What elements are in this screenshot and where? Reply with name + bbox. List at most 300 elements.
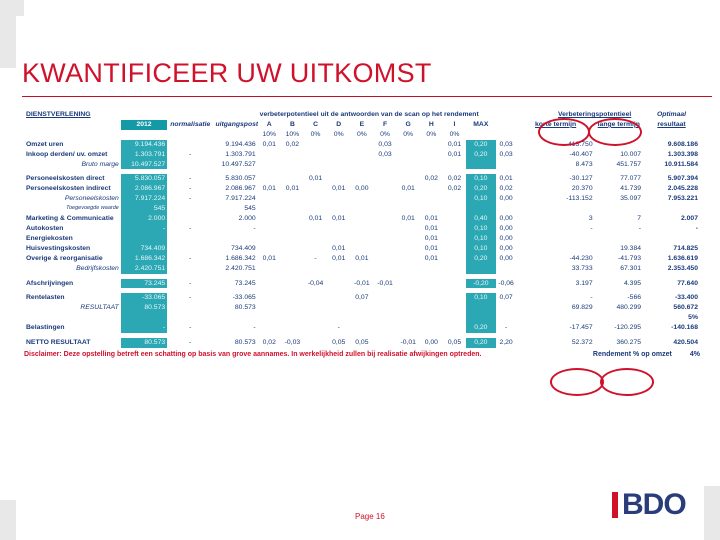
score-cell [420, 140, 443, 150]
score-cell [350, 160, 373, 170]
score-cell [397, 140, 420, 150]
value-long-term: 480.299 [616, 304, 642, 312]
score-cell [304, 160, 327, 170]
score-cell [304, 204, 327, 214]
score-cell: 0,01 [424, 224, 438, 232]
score-cell [420, 323, 443, 333]
value-max: 0,10 [466, 293, 495, 303]
value-factor: 0,00 [499, 215, 513, 223]
score-cell [304, 194, 327, 204]
score-cell: -0,01 [354, 279, 370, 287]
score-cell [258, 244, 281, 254]
letter-h: H [428, 120, 434, 128]
score-cell [258, 323, 281, 333]
score-cell [304, 323, 327, 333]
value-normalisation: - [189, 224, 192, 232]
value-factor [496, 160, 517, 170]
score-cell [443, 254, 466, 264]
value-optimal: 77.640 [677, 279, 698, 287]
score-cell: 0,01 [332, 215, 346, 223]
letter-e: E [359, 120, 365, 128]
score-cell [304, 264, 327, 274]
value-base: 734.409 [231, 244, 256, 252]
value-long-term: -41.793 [617, 254, 642, 262]
score-cell: 0,05 [332, 339, 346, 347]
letter-a: A [266, 120, 272, 128]
score-cell [304, 184, 327, 194]
value-max [466, 313, 495, 323]
score-cell [304, 234, 327, 244]
score-cell [304, 338, 327, 348]
value-base: 5.830.057 [225, 175, 256, 183]
empty-cell [517, 214, 547, 224]
pct-g: 0% [403, 130, 414, 138]
value-optimal: -140.168 [671, 324, 698, 332]
value-optimal: 714.825 [673, 244, 698, 252]
value-optimal: - [695, 224, 698, 232]
score-cell [258, 160, 281, 170]
value-base: 2.420.751 [225, 264, 256, 272]
score-cell [443, 323, 466, 333]
score-cell: 0,01 [447, 150, 462, 158]
score-cell [350, 323, 373, 333]
score-cell [420, 303, 443, 313]
letter-f: F [382, 120, 388, 128]
score-cell [281, 234, 304, 244]
value-base: 7.917.224 [225, 195, 256, 203]
value-max: 0,20 [466, 140, 495, 150]
value-optimal: 5% [688, 314, 698, 322]
highlight-circle-short-term [538, 118, 590, 146]
value-2012: -33.065 [121, 293, 167, 303]
score-cell [443, 293, 466, 303]
value-long-term: 77.077 [620, 175, 642, 183]
letter-b: B [289, 120, 295, 128]
value-normalisation: - [189, 339, 192, 347]
value-optimal [643, 204, 700, 214]
value-short-term: 3 [588, 215, 593, 223]
score-cell: 0,01 [424, 244, 438, 252]
result-header: resultaat [657, 120, 686, 128]
score-cell [443, 214, 466, 224]
empty-cell [517, 244, 547, 254]
value-optimal: 9.608.186 [667, 140, 698, 148]
value-factor: 0,00 [499, 195, 513, 203]
score-cell [373, 254, 396, 264]
score-cell [281, 214, 304, 224]
score-cell [373, 194, 396, 204]
value-optimal: 1.636.619 [667, 254, 698, 262]
value-optimal: 560.672 [673, 304, 698, 312]
value-short-term: 8.473 [575, 160, 593, 168]
value-factor [496, 204, 517, 214]
row-label: Toegevoegde waarde [66, 205, 119, 212]
score-cell [327, 313, 350, 323]
score-cell [281, 224, 304, 234]
score-cell [281, 244, 304, 254]
score-cell [327, 194, 350, 204]
value-short-term: 52.372 [571, 339, 593, 347]
letter-c: C [313, 120, 319, 128]
corner-decoration-bottom-right [704, 486, 720, 540]
score-cell [258, 303, 281, 313]
value-long-term: 67.301 [620, 264, 642, 272]
table-row [24, 323, 700, 333]
score-cell: - [337, 324, 340, 332]
value-long-term: - [638, 224, 642, 232]
value-normalisation [167, 264, 213, 274]
score-cell [350, 140, 373, 150]
value-optimal: 7.953.221 [667, 195, 698, 203]
score-cell [443, 194, 466, 204]
score-cell [304, 224, 327, 234]
score-cell [327, 160, 350, 170]
score-cell [258, 293, 281, 303]
value-2012: 5.830.057 [121, 174, 167, 184]
score-cell [373, 214, 396, 224]
table-row [24, 204, 700, 214]
score-cell [350, 174, 373, 184]
table-row [24, 244, 700, 254]
value-short-term: 413.750 [568, 140, 593, 148]
value-max [466, 303, 495, 313]
score-cell: 0,02 [285, 140, 300, 148]
value-2012: 9.194.436 [121, 140, 167, 150]
score-cell [397, 293, 420, 303]
score-cell [397, 234, 420, 244]
slide-title: KWANTIFICEER UW UITKOMST [22, 58, 432, 88]
title-underline [22, 96, 712, 97]
letter-i: I [453, 120, 456, 128]
highlight-circle-long-term [588, 118, 642, 146]
disclaimer-row [24, 351, 700, 358]
value-base: 1.303.791 [225, 150, 256, 158]
score-cell [397, 150, 420, 160]
value-optimal: 10.911.584 [664, 160, 698, 168]
table-row [24, 264, 700, 274]
value-long-term: -120.295 [614, 324, 642, 332]
score-cell [397, 279, 420, 289]
score-cell: 0,01 [447, 140, 462, 148]
value-short-term [546, 234, 594, 244]
empty-cell [517, 264, 547, 274]
score-cell [420, 194, 443, 204]
value-long-term: 10.007 [620, 150, 642, 158]
score-cell [327, 140, 350, 150]
empty-cell [517, 224, 547, 234]
pct-i: 0% [449, 130, 460, 138]
value-optimal [643, 234, 700, 244]
score-cell [373, 338, 396, 348]
value-short-term: -44.230 [569, 254, 593, 262]
score-cell [420, 150, 443, 160]
value-base: 10.497.527 [221, 160, 256, 168]
value-factor: 0,00 [499, 224, 513, 232]
row-label: Overige & reorganisatie [26, 254, 103, 262]
value-short-term: 3.197 [575, 279, 593, 287]
score-cell [304, 313, 327, 323]
value-base: 80.573 [234, 339, 256, 347]
score-cell [373, 323, 396, 333]
score-cell [281, 323, 304, 333]
value-factor [496, 264, 517, 274]
value-factor: 0,01 [499, 175, 513, 183]
pct-h: 0% [426, 130, 437, 138]
value-short-term: 33.733 [571, 264, 593, 272]
section-label: DIENSTVERLENING [26, 111, 91, 118]
empty-cell [517, 140, 547, 150]
score-cell [258, 264, 281, 274]
score-cell [443, 234, 466, 244]
empty-cell [517, 174, 547, 184]
value-max: 0,20 [466, 338, 495, 348]
score-cell [420, 204, 443, 214]
score-cell [397, 224, 420, 234]
row-label: Bruto marge [81, 160, 119, 168]
value-max [466, 204, 495, 214]
value-normalisation [167, 214, 213, 224]
value-normalisation [167, 140, 213, 150]
rendement-value: 4% [689, 350, 700, 358]
score-cell [281, 254, 304, 264]
score-cell: 0,01 [285, 185, 300, 193]
score-cell [281, 264, 304, 274]
score-cell [373, 244, 396, 254]
value-2012 [121, 313, 167, 323]
pct-c: 0% [310, 130, 321, 138]
value-max: 0,40 [466, 214, 495, 224]
score-cell [350, 194, 373, 204]
score-cell [373, 313, 396, 323]
score-cell: 0,01 [424, 234, 438, 242]
value-2012: 80.573 [121, 338, 167, 348]
row-label: Belastingen [26, 324, 65, 332]
value-2012: 1.686.342 [121, 254, 167, 264]
value-normalisation [167, 303, 213, 313]
score-cell [281, 303, 304, 313]
normalisation-header: normalisatie [170, 120, 211, 128]
score-cell [373, 293, 396, 303]
value-optimal: 1.303.398 [667, 150, 698, 158]
row-label: Energiekosten [26, 234, 73, 242]
table-row [24, 160, 700, 170]
score-cell: 0,01 [308, 175, 323, 183]
short-term-header: korte termijn [535, 120, 577, 128]
value-normalisation: - [189, 185, 192, 193]
value-max: 0,20 [466, 323, 495, 333]
value-long-term: -566 [627, 294, 642, 302]
value-short-term [546, 313, 594, 323]
value-short-term [546, 204, 594, 214]
row-label: Marketing & Communicatie [26, 215, 114, 223]
score-cell [327, 234, 350, 244]
potential-header: Verbeteringspotentieel [557, 111, 632, 118]
score-cell [350, 234, 373, 244]
score-cell [443, 313, 466, 323]
value-base: 2.086.967 [225, 185, 256, 193]
value-2012: 10.497.527 [121, 160, 167, 170]
score-cell: 0,01 [332, 254, 346, 262]
value-long-term: 451.757 [616, 160, 642, 168]
corner-decoration-bottom-left [0, 500, 16, 540]
value-2012: 2.086.967 [121, 184, 167, 194]
value-normalisation [167, 234, 213, 244]
value-base: 545 [244, 205, 256, 213]
results-table [24, 110, 700, 348]
score-cell [350, 303, 373, 313]
value-normalisation: - [189, 324, 192, 332]
value-optimal: 5.907.394 [667, 175, 698, 183]
value-long-term [595, 313, 643, 323]
score-cell: 0,01 [332, 185, 346, 193]
value-base: 2.000 [238, 215, 256, 223]
score-cell [397, 313, 420, 323]
value-short-term: -113.152 [566, 195, 593, 203]
empty-cell [517, 184, 547, 194]
score-cell [420, 184, 443, 194]
table-row [24, 174, 700, 184]
value-optimal: 2.007 [680, 215, 698, 223]
highlight-circle-long-result [600, 368, 654, 396]
value-long-term: 7 [637, 215, 642, 223]
value-long-term: 4.395 [624, 279, 642, 287]
value-max: 0,10 [466, 224, 495, 234]
disclaimer-text: Disclaimer: Deze opstelling betreft een schatting op basis van grove aannames. In werkelijkheid zullen bij realisatie afwijkingen optreden. [24, 350, 482, 358]
score-cell [373, 264, 396, 274]
score-cell: - [314, 254, 317, 262]
score-cell [304, 150, 327, 160]
value-base: 9.194.436 [225, 140, 256, 148]
empty-cell [517, 234, 547, 244]
score-cell [373, 303, 396, 313]
value-max: 0,10 [466, 174, 495, 184]
score-cell [258, 279, 281, 289]
score-cell [420, 293, 443, 303]
value-base: 80.573 [234, 304, 256, 312]
score-cell [397, 204, 420, 214]
table-row [24, 184, 700, 194]
score-cell [327, 224, 350, 234]
year-header: 2012 [121, 120, 167, 130]
value-2012 [121, 234, 167, 244]
score-cell [258, 224, 281, 234]
pct-f: 0% [380, 130, 390, 138]
optimal-header: Optimaal [656, 111, 687, 118]
score-cell [304, 244, 327, 254]
score-cell [420, 264, 443, 274]
empty-cell [517, 338, 547, 348]
value-long-term: 35.097 [620, 195, 642, 203]
value-normalisation: - [189, 150, 192, 158]
score-cell [397, 303, 420, 313]
empty-cell [517, 279, 547, 289]
score-cell [443, 160, 466, 170]
value-factor: 0,02 [499, 185, 513, 193]
value-normalisation [167, 244, 213, 254]
header-row-1 [24, 110, 700, 120]
value-normalisation [167, 204, 213, 214]
value-short-term [546, 244, 594, 254]
empty-cell [517, 194, 547, 204]
score-cell [327, 204, 350, 214]
score-cell [443, 279, 466, 289]
score-cell [443, 303, 466, 313]
score-cell: 0,01 [308, 215, 323, 223]
long-term-header: lange termijn [597, 120, 640, 128]
score-cell: 0,01 [401, 215, 415, 223]
value-normalisation: - [189, 195, 192, 203]
value-max [466, 160, 495, 170]
score-cell [373, 160, 396, 170]
score-cell: 0,05 [355, 339, 369, 347]
pct-e: 0% [356, 130, 367, 138]
rendement-label: Rendement % op omzet [592, 350, 672, 358]
value-2012: 2.000 [121, 214, 167, 224]
value-normalisation: - [189, 254, 192, 262]
value-2012: 2.420.751 [121, 264, 167, 274]
highlight-circle-short-result [550, 368, 604, 396]
score-cell [350, 244, 373, 254]
empty-cell [517, 204, 547, 214]
score-cell: 0,02 [447, 185, 462, 193]
score-cell [420, 160, 443, 170]
score-cell [350, 264, 373, 274]
value-factor: 0,00 [499, 254, 513, 262]
row-label: Personeelskosten direct [26, 175, 105, 183]
value-factor: 0,03 [499, 140, 513, 148]
score-cell: 0,01 [424, 254, 438, 262]
row-label: Inkoop derden/ uv. omzet [26, 150, 108, 158]
score-cell [373, 234, 396, 244]
score-cell [420, 279, 443, 289]
table-row [24, 279, 700, 289]
value-short-term: -17.457 [569, 324, 593, 332]
score-cell [258, 234, 281, 244]
spreadsheet [24, 110, 700, 358]
score-cell [373, 174, 396, 184]
score-cell [327, 279, 350, 289]
score-cell [281, 293, 304, 303]
table-row [24, 293, 700, 303]
value-short-term: - [590, 224, 593, 232]
score-cell: 0,00 [424, 339, 438, 347]
value-factor: 0,07 [499, 294, 513, 302]
score-cell: 0,01 [355, 254, 369, 262]
value-base: - [253, 224, 256, 232]
score-cell [397, 160, 420, 170]
value-2012: - [121, 224, 167, 234]
empty-cell [517, 313, 547, 323]
score-cell [327, 174, 350, 184]
value-max: 0,10 [466, 234, 495, 244]
score-cell [281, 160, 304, 170]
table-row [24, 338, 700, 348]
letter-d: D [336, 120, 342, 128]
value-short-term: -40.407 [569, 150, 593, 158]
score-cell [397, 264, 420, 274]
empty-cell [517, 293, 547, 303]
score-cell [281, 150, 304, 160]
row-label: Rentelasten [26, 294, 65, 302]
score-cell [350, 313, 373, 323]
value-factor: 0,00 [499, 244, 513, 252]
score-cell [281, 313, 304, 323]
score-cell [281, 279, 304, 289]
table-row [24, 303, 700, 313]
empty-cell [517, 303, 547, 313]
score-cell [258, 214, 281, 224]
score-cell [258, 150, 281, 160]
